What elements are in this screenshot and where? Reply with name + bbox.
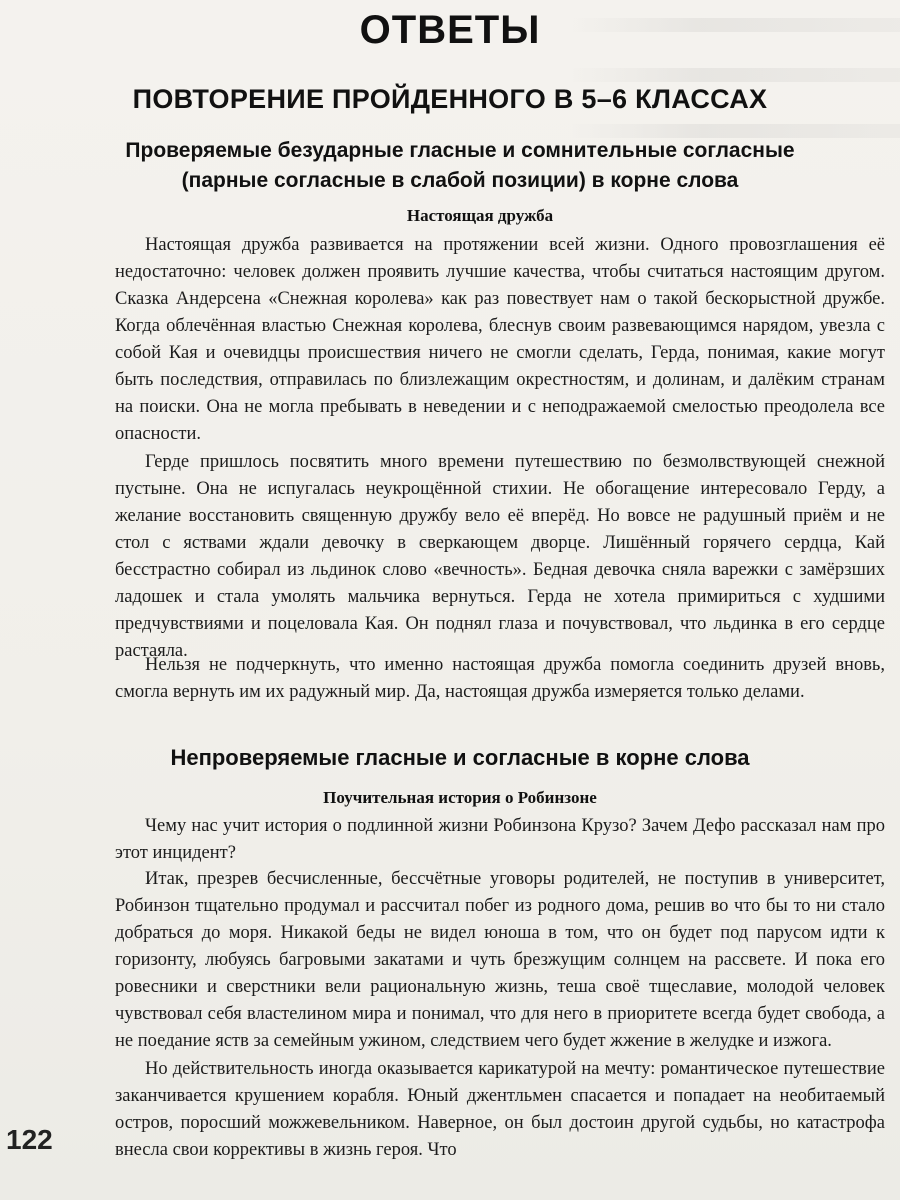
- topic-heading-line-1: Проверяемые безударные гласные и сомнительные согласные: [125, 139, 795, 162]
- section-heading: ПОВТОРЕНИЕ ПРОЙДЕННОГО В 5–6 КЛАССАХ: [132, 84, 768, 114]
- text-title: Поучительная история о Робинзоне: [323, 788, 597, 807]
- paragraph: Итак, презрев бесчисленные, бессчётные уговоры родителей, не поступив в университет, Робинзон тщательно продумал и рассчитал побег из родного дома, решив во что бы то ни стало добраться до моря. Никакой беды не видел юноша в том, что он будет под парусом идти к горизонту, любуясь багровыми закатами и чуть брезжущим солнцем на рассвете. И пока его ровесники и сверстники вели рациональную жизнь, теша своё тщеславие, молодой человек чувствовал себя властелином мира и понимал, что для него в приоритете всегда будет свобода, а не поедание яств за семейным ужином, следствием чего будет жжение в желудке и изжога.: [115, 869, 885, 1051]
- answers-heading: ОТВЕТЫ: [359, 8, 541, 52]
- paragraph: Герде пришлось посвятить много времени путешествию по безмолвствующей снежной пустыне. Она не испугалась неукрощённой стихии. Не обогащение интересовало Герду, а желание восстановить священную дружбу вело её вперёд. Но вовсе не радушный приём и не стол с яствами ждали девочку в сверкающем дворце. Лишённый горячего сердца, Кай бесстрастно собирал из льдинок слово «вечность». Бедная девочка сняла варежки с замёрзших ладошек и стала умолять мальчика вернуться. Герда не хотела примириться с худшими предчувствиями и поцеловала Кая. Он поднял глаза и почувствовал, что льдинка в его сердце растаяла.: [115, 452, 885, 661]
- text-title: Настоящая дружба: [406, 206, 554, 225]
- page-number: 122: [6, 1124, 53, 1155]
- paragraph: Но действительность иногда оказывается карикатурой на мечту: романтическое путешествие заканчивается крушением корабля. Юный джентльмен спасается и попадает на необитаемый остров, поросший можжевельником. Наверное, он был достоин другой судьбы, но катастрофа внесла свои коррективы в жизнь героя. Что: [115, 1059, 885, 1160]
- topic-heading-line-2: (парные согласные в слабой позиции) в корне слова: [181, 169, 739, 192]
- topic-heading: Непроверяемые гласные и согласные в корне слова: [170, 745, 750, 770]
- paragraph: Настоящая дружба развивается на протяжении всей жизни. Одного провозглашения её недостаточно: человек должен проявить лучшие качества, чтобы считаться настоящим другом. Сказка Андерсена «Снежная королева» как раз повествует нам о такой бескорыстной дружбе. Когда облечённая властью Снежная королева, блеснув своим развевающимся нарядом, увезла с собой Кая и очевидцы происшествия ничего не смогли сделать, Герда, понимая, какие могут быть последствия, отправилась по близлежащим окрестностям, и долинам, и далёким странам на поиски. Она не могла пребывать в неведении и с неподражаемой смелостью преодолела все опасности.: [115, 235, 885, 444]
- paragraph: Нельзя не подчеркнуть, что именно настоящая дружба помогла соединить друзей вновь, смогла вернуть им их радужный мир. Да, настоящая дружба измеряется только делами.: [115, 655, 885, 702]
- bleed-through-shadow: [570, 68, 900, 82]
- paragraph: Чему нас учит история о подлинной жизни Робинзона Крузо? Зачем Дефо рассказал нам про этот инцидент?: [115, 816, 885, 863]
